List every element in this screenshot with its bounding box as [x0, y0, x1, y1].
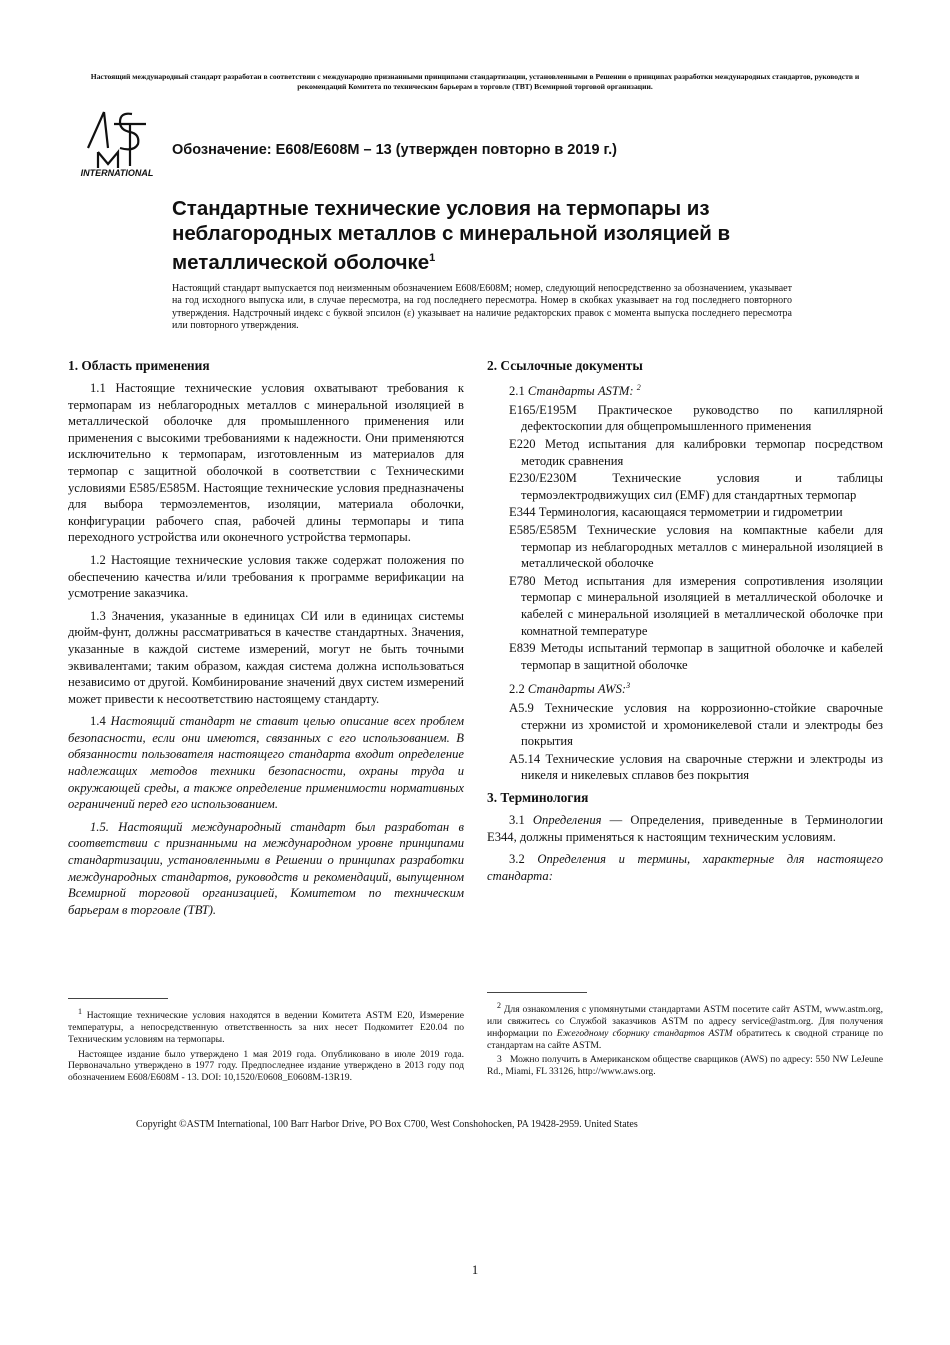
footnote-mark-2: 2: [636, 383, 641, 392]
document-title: [172, 196, 812, 275]
ref-item: E780 Метод испытания для измерения сопротивления изоляции термопар с минеральной изоляцией в металлической оболочке и кабелей с минеральной изоляцией в металлической оболочке при комнатной температуре: [509, 573, 883, 638]
ref-item: E585/E585M Технические условия на компактные кабели для термопар из неблагородных металлов с минеральной изоляцией в металлической оболочке: [509, 522, 883, 571]
subsection-2-1-num: 2.1: [509, 384, 525, 399]
right-column: [487, 358, 883, 890]
footnote-1: [68, 1006, 464, 1046]
copyright: Copyright ©ASTM International, 100 Barr Harbor Drive, PO Box C700, West Conshohocken, PA 19428-2959. United States: [136, 1119, 638, 1130]
logo-text: INTERNATIONAL: [80, 168, 154, 178]
ref-item: E165/E195M Практическое руководство по капиллярной дефектоскопии для общепромышленного применения: [509, 402, 883, 434]
page-number: 1: [471, 1263, 479, 1277]
subsection-2-2-num: 2.2: [509, 682, 525, 697]
para-3-1-term: Определения: [532, 813, 602, 828]
footnote-3-mark: 3: [497, 1054, 502, 1066]
ref-item: E839 Методы испытаний термопар в защитной оболочке и кабелей термопар в защитной оболочке: [509, 641, 883, 672]
footnotes-left: [68, 1006, 464, 1087]
subsection-2-2: [509, 678, 883, 698]
footnote-1-mark: 1: [78, 1007, 82, 1016]
para-3-1-num: 3.1: [509, 813, 525, 828]
footnote-divider: [487, 992, 587, 993]
section-3-heading: 3. Терминология: [487, 790, 589, 806]
footnote-2: [487, 1000, 883, 1051]
title-footnote-mark: 1: [429, 252, 436, 264]
ref-item: A5.9 Технические условия на коррозионно-стойкие сварочные стержни из хромистой и хромоникелевой стали и электроды без покрытия: [509, 701, 883, 749]
section-1-heading: 1. Область применения: [68, 358, 210, 373]
footnote-2-italic: Ежегодному сборнику стандартов ASTM: [556, 1027, 733, 1039]
para-1-5: 1.5. Настоящий международный стандарт был разработан в соответствии с признанными на международном уровне принципами стандартизации, установленными в Решении о принципах разработки международных стандартов, руководств и рекомендаций, выпущенном Всемирной торговой организацией, Комитетом по техническим барьерам в торговле (ТВТ).: [68, 819, 464, 917]
ref-item: E344 Терминология, касающаяся термометрии и гидрометрии: [509, 505, 843, 520]
intro-paragraph: Настоящий стандарт выпускается под неизменным обозначением E608/E608M; номер, следующий непосредственно за обозначением, указывает на год исходного выпуска или, в случае пересмотра, на год последнего пересмотра. Номер в скобках указывает на год последнего повторного утверждения. Надстрочный индекс с буквой эпсилон (ε) указывает на наличие редакторских правок с момента выпуска последнего пересмотра или повторного утверждения.: [172, 283, 792, 332]
footnote-2-text-b: обратитесь к сводной странице по стандартам на сайте ASTM.: [487, 1027, 883, 1051]
top-notice: Настоящий международный стандарт разработан в соответствии с международно признанными принципами стандартизации, установленными в Решении о принципах разработки международных стандартов, руководств и рекомендаций Комитета по техническим барьерам в торговле (ТВТ) Всемирной торговой организации.: [90, 72, 860, 91]
footnote-divider: [68, 998, 168, 999]
para-3-2: [487, 851, 883, 884]
footnote-3-text: Можно получить в Американском обществе сварщиков (AWS) по адресу: 550 NW LeJeune Rd., Miami, FL 33126, http://www.aws.org.: [487, 1054, 883, 1078]
astm-logo: [74, 108, 160, 178]
footnote-2-mark: 2: [497, 1001, 501, 1010]
footnote-1-text: Настоящие технические условия находятся в ведении Комитета ASTM E20, Измерение температуры, а непосредственную ответственность за них несет Подкомитет E20.04 по Техническим условиям на термопары.: [68, 1010, 464, 1045]
footnote-3: [487, 1054, 883, 1078]
designation: Обозначение: E608/E608M – 13 (утвержден повторно в 2019 г.): [172, 142, 617, 158]
para-1-4-text: Настоящий стандарт не ставит целью описание всех проблем безопасности, если они имеются, связанных с его использованием. В обязанности пользователя настоящего стандарта входит определение надлежащих методов техники безопасности, охраны труда и окружающей среды, а также определение применимости нормативных ограничений перед его использованием.: [68, 714, 464, 812]
para-1-4-num: 1.4: [90, 714, 106, 729]
ref-item: E220 Метод испытания для калибровки термопар посредством методик сравнения: [509, 436, 883, 468]
subsection-2-1: [509, 380, 883, 400]
ref-item: A5.14 Технические условия на сварочные стержни и электроды из никеля и никелевых сплавов без покрытия: [509, 751, 883, 783]
section-2-heading: 2. Ссылочные документы: [487, 358, 643, 373]
para-1-1: 1.1 Настоящие технические условия охватывают требования к термопарам из неблагородных металлов с минеральной изоляцией в металлической оболочке для промышленного применения или применения с высокими требованиями к надежности. Они применяются исключительно к термопарам, изготовленным из материалов для термопар с защитной оболочкой в соответствии с Техническими условиями E585/E585M. Настоящие технические условия предназначены для выбора термоэлементов, изоляции, материала оболочки, конфигурации рабочего спая, рабочей длины термопары и типа переходного устройства или оконечного устройства термопары.: [68, 381, 464, 545]
title-text: Стандартные технические условия на термопары из неблагородных металлов с минеральной изоляцией в металлической оболочке: [172, 197, 731, 274]
para-1-2: 1.2 Настоящие технические условия также содержат положения по обеспечению качества и/или требования к программе верификации на усмотрение заказчика.: [68, 552, 464, 601]
ref-item: E230/E230M Технические условия и таблицы термоэлектродвижущих сил (EMF) для стандартных термопар: [509, 471, 883, 502]
aws-reference-list: [487, 700, 883, 784]
subsection-2-1-title: Стандарты ASTM:: [527, 384, 634, 399]
para-3-1: [487, 812, 883, 845]
para-3-2-text: Определения и термины, характерные для настоящего стандарта:: [487, 852, 883, 883]
footnotes-right: [487, 1000, 883, 1081]
astm-reference-list: [487, 402, 883, 674]
para-1-3: 1.3 Значения, указанные в единицах СИ или в единицах системы дюйм-фунт, должны рассматриваться в качестве стандартных. Значения, указанные в каждой системе измерений, могут не быть точными эквивалентами; таким образом, каждая система должна использоваться независимо от другой. Комбинирование значений двух систем измерений может привести к несоответствию настоящему стандарту.: [68, 608, 464, 706]
subsection-2-2-title: Стандарты AWS:: [527, 682, 627, 697]
para-3-2-num: 3.2: [509, 852, 525, 867]
footnote-1b: Настоящее издание было утверждено 1 мая 2019 года. Опубликовано в июле 2019 года. Первоначально утверждено в 1977 году. Предпоследнее издание утверждено в 2013 году под обозначением E608/E608M - 13. DOI: 10,1520/E0608_E0608M-13R19.: [68, 1048, 464, 1084]
left-column: [68, 358, 464, 924]
footnote-2-text-a: Для ознакомления с упомянутыми стандартами ASTM посетите сайт ASTM, www.astm.org, или свяжитесь со Службой заказчиков ASTM по адресу service@astm.org. Для получения информации по: [487, 1004, 883, 1039]
footnote-mark-3: 3: [626, 681, 631, 691]
para-1-4: [68, 713, 464, 813]
para-3-1-text: — Определения, приведенные в Терминологии E344, должны применяться к настоящим техническим условиям.: [487, 813, 883, 844]
